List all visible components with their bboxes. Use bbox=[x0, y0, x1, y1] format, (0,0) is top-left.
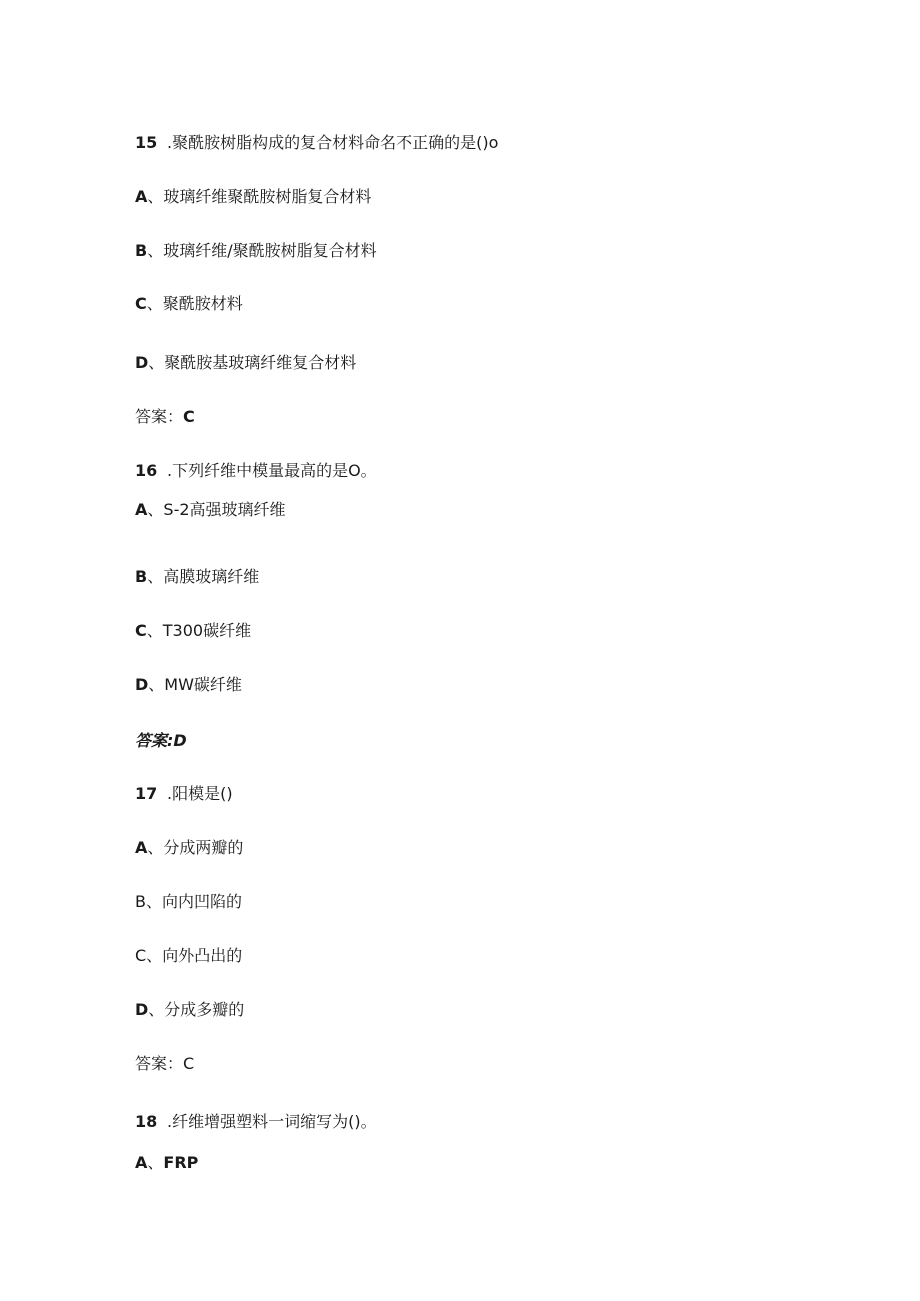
option-15-b bbox=[135, 241, 377, 261]
question-number: 15 bbox=[135, 133, 158, 152]
option-letter: D bbox=[135, 675, 149, 694]
question-number: 18 bbox=[135, 1112, 158, 1131]
option-letter: B bbox=[135, 241, 148, 260]
option-letter: A bbox=[135, 500, 148, 519]
option-17-c bbox=[135, 946, 242, 966]
option-text: 向外凸出的 bbox=[162, 946, 243, 965]
answer-value: C bbox=[183, 1054, 195, 1073]
option-17-b bbox=[135, 892, 242, 912]
option-letter: C bbox=[135, 946, 147, 965]
option-16-d bbox=[135, 675, 242, 695]
option-15-c bbox=[135, 294, 243, 314]
option-text: 分成多瓣的 bbox=[164, 1000, 245, 1019]
option-separator: 、 bbox=[147, 1153, 164, 1172]
option-letter: B bbox=[135, 567, 148, 586]
option-text: 分成两瓣的 bbox=[163, 838, 244, 857]
option-letter: A bbox=[135, 187, 148, 206]
question-15 bbox=[135, 133, 498, 153]
answer-label: 答案： bbox=[135, 1054, 184, 1073]
option-separator: 、 bbox=[146, 621, 163, 640]
option-separator: 、 bbox=[148, 675, 165, 694]
answer-16 bbox=[135, 731, 187, 751]
option-17-d bbox=[135, 1000, 244, 1020]
option-text: FRP bbox=[163, 1153, 199, 1172]
option-text: 聚酰胺材料 bbox=[162, 294, 243, 313]
answer-17 bbox=[135, 1054, 194, 1074]
option-text: 向内凹陷的 bbox=[162, 892, 243, 911]
question-number: 16 bbox=[135, 461, 158, 480]
question-text: .下列纤维中模量最高的是O。 bbox=[167, 461, 377, 480]
option-text: S-2高强玻璃纤维 bbox=[163, 500, 286, 519]
option-16-c bbox=[135, 621, 251, 641]
option-17-a bbox=[135, 838, 243, 858]
option-separator: 、 bbox=[147, 187, 164, 206]
option-separator: 、 bbox=[147, 838, 164, 857]
option-text: 聚酰胺基玻璃纤维复合材料 bbox=[164, 353, 357, 372]
option-15-d bbox=[135, 353, 356, 373]
option-separator: 、 bbox=[148, 353, 165, 372]
question-17 bbox=[135, 784, 233, 804]
question-number: 17 bbox=[135, 784, 158, 803]
answer-value: D bbox=[173, 731, 187, 750]
option-letter: D bbox=[135, 1000, 149, 1019]
option-text: 玻璃纤维/聚酰胺树脂复合材料 bbox=[163, 241, 377, 260]
answer-15 bbox=[135, 407, 195, 427]
answer-label: 答案： bbox=[135, 407, 184, 426]
option-text: MW碳纤维 bbox=[164, 675, 242, 694]
question-text: .阳模是() bbox=[167, 784, 233, 803]
option-separator: 、 bbox=[147, 500, 164, 519]
option-separator: 、 bbox=[147, 241, 164, 260]
option-separator: 、 bbox=[145, 892, 162, 911]
option-letter: A bbox=[135, 1153, 148, 1172]
question-text: .聚酰胺树脂构成的复合材料命名不正确的是()o bbox=[167, 133, 499, 152]
option-text: T300碳纤维 bbox=[162, 621, 252, 640]
option-letter: B bbox=[135, 892, 146, 911]
question-text: .纤维增强塑料一词缩写为()。 bbox=[167, 1112, 377, 1131]
question-16 bbox=[135, 461, 377, 481]
option-18-a bbox=[135, 1153, 198, 1173]
option-text: 高膜玻璃纤维 bbox=[163, 567, 260, 586]
option-15-a bbox=[135, 187, 371, 207]
option-separator: 、 bbox=[147, 567, 164, 586]
option-text: 玻璃纤维聚酰胺树脂复合材料 bbox=[163, 187, 372, 206]
answer-value: C bbox=[183, 407, 195, 426]
option-letter: C bbox=[135, 294, 147, 313]
option-separator: 、 bbox=[148, 1000, 165, 1019]
option-16-b bbox=[135, 567, 259, 587]
option-16-a bbox=[135, 500, 286, 520]
option-separator: 、 bbox=[146, 294, 163, 313]
answer-label: 答案: bbox=[135, 731, 174, 750]
option-separator: 、 bbox=[146, 946, 163, 965]
option-letter: A bbox=[135, 838, 148, 857]
option-letter: D bbox=[135, 353, 149, 372]
option-letter: C bbox=[135, 621, 147, 640]
question-18 bbox=[135, 1112, 377, 1132]
